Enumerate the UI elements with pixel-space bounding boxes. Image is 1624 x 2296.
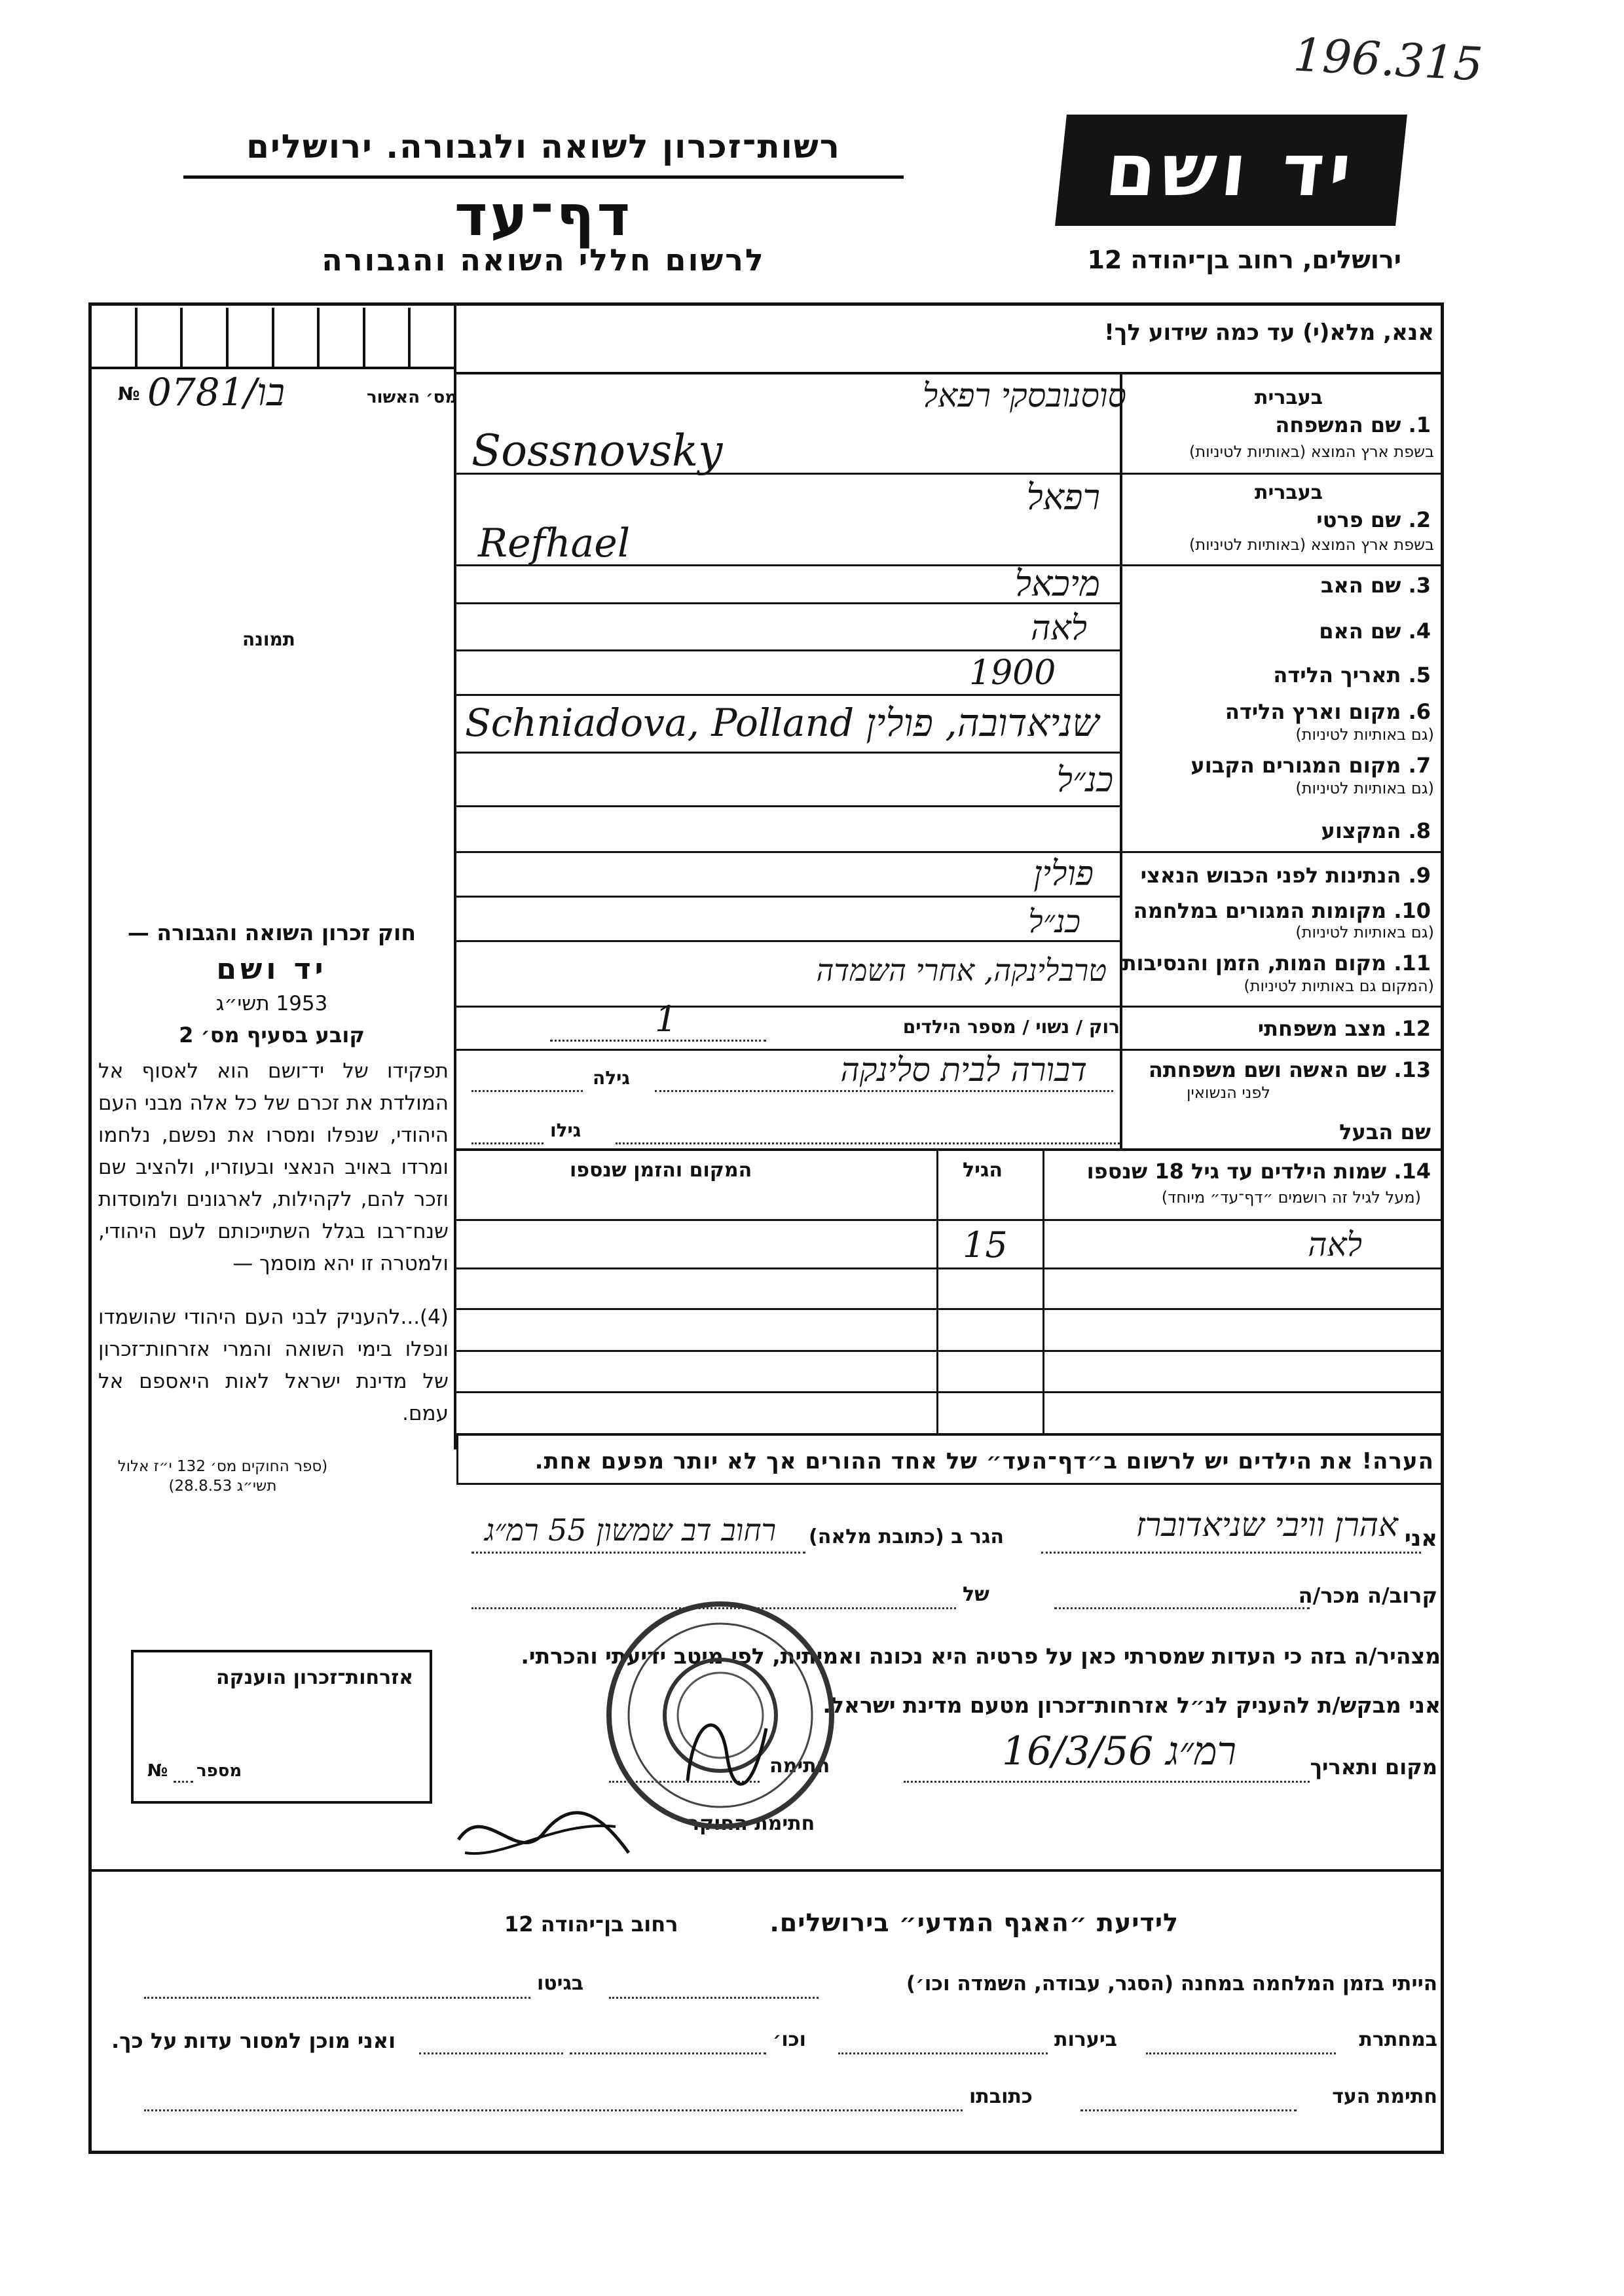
place-date-value: 16/3/56 רמ״ג — [1002, 1728, 1237, 1774]
children-label: 14. שמות הילדים עד גיל 18 שנספו — [1086, 1159, 1431, 1184]
camp-dotted — [609, 1997, 819, 1999]
children-col-place: המקום והזמן שנספו — [570, 1159, 752, 1182]
underground-label: במחתרת — [1359, 2028, 1437, 2051]
forests-label: ביערות — [1054, 2028, 1117, 2051]
authority-title: רשות־זכרון לשואה ולגבורה. ירושלים — [246, 128, 841, 166]
children-bottom-line — [456, 1433, 1444, 1436]
f3-label: 3. שם האב — [1320, 573, 1431, 598]
etc-label: וכו׳ — [773, 2028, 806, 2051]
declarant-address: רחוב דב שמשון 55 רמ״ג — [485, 1512, 777, 1548]
f12-children-dotted — [550, 1040, 766, 1042]
label-row-line — [1122, 564, 1444, 566]
children-row-line — [456, 1308, 1444, 1310]
f9-label: 9. הנתינות לפני הכבוש הנאצי — [1140, 863, 1431, 888]
address-dotted — [471, 1552, 805, 1554]
husband-label: שם הבעל — [1339, 1120, 1431, 1144]
f2-sub: בשפת ארץ המוצא (באותיות לטיניות) — [1189, 536, 1434, 554]
husband-dotted — [616, 1142, 1120, 1144]
f2-in-hebrew: בעברית — [1255, 481, 1323, 504]
f13-label: 13. שם האשה ושם משפחתה — [1148, 1057, 1431, 1082]
f12-options: רוק / נשוי / מספר הילדים — [902, 1016, 1120, 1038]
info-address: רחוב בן־יהודה 12 — [504, 1912, 678, 1937]
f10-sub: (גם באותיות לטיניות) — [1295, 923, 1434, 941]
child-age: 15 — [963, 1224, 1008, 1266]
forests-dotted — [838, 2052, 1048, 2054]
children-header-line — [456, 1219, 1444, 1221]
label-row-line — [1122, 851, 1444, 853]
wife-age-label: גילה — [593, 1067, 630, 1089]
children-col-line — [1043, 1148, 1044, 1433]
approval-boxes-bottom — [92, 367, 454, 369]
etc-dotted — [570, 2052, 766, 2054]
f1-sub: בשפת ארץ המוצא (באותיות לטיניות) — [1189, 443, 1434, 461]
ready-dotted — [419, 2052, 563, 2054]
f13-sub: לפני הנשואין — [1186, 1084, 1270, 1102]
form-title: דף־עד — [454, 183, 633, 249]
approval-number: 0781/בו — [147, 370, 285, 414]
place-date-dotted — [904, 1781, 1310, 1783]
children-sub: (מעל לגיל זה רושמים ״דף־עד״ מיוחד) — [1161, 1188, 1421, 1207]
f10-value: כנ״ל — [1028, 903, 1080, 940]
relative-dotted — [1054, 1607, 1310, 1609]
f6-label: 6. מקום וארץ הלידה — [1225, 699, 1431, 724]
row-line — [456, 851, 1120, 853]
statement: מצהיר/ה בזה כי העדות שמסרתי כאן על פרטיה היא נכונה ואמיתית, לפי מיטב ידיעתי והכרתי. — [521, 1643, 1441, 1669]
f1-hebrew-value: סוסנובסקי רפאל — [922, 376, 1126, 414]
f13-value: דבורה לבית סלינקה — [840, 1051, 1087, 1089]
law-logo: יד ושם — [216, 953, 327, 986]
label-row-line — [1122, 1049, 1444, 1051]
child-name: לאה — [1308, 1226, 1362, 1264]
f10-label: 10. מקומות המגורים במלחמה — [1133, 898, 1431, 923]
f4-label: 4. שם האם — [1319, 619, 1431, 644]
info-top-line — [92, 1869, 1444, 1872]
f4-value: לאה — [1031, 609, 1087, 648]
row-line — [456, 805, 1120, 807]
ready-label: ואני מוכן למסור עדות על כך. — [111, 2028, 396, 2053]
photo-label: תמונה — [242, 629, 295, 650]
declarant-name: אהרן וויבי שניאדוברז — [1135, 1506, 1398, 1544]
husband-age-label: גילו — [550, 1120, 581, 1141]
yad-vashem-logo — [1055, 115, 1407, 226]
relative-label: קרוב/ה מכר/ה — [1298, 1583, 1437, 1608]
f1-label: 1. שם המשפחה — [1275, 412, 1431, 437]
witness-signature-dotted — [1080, 2109, 1297, 2111]
intro-text: אנא, מלא(י) עד כמה שידוע לך! — [1104, 319, 1434, 346]
form-subtitle: לרשום חללי השואה והגבורה — [322, 242, 766, 278]
signature-label: חתימה — [769, 1755, 830, 1777]
declarant-dotted — [1041, 1552, 1421, 1554]
f7-sub: (גם באותיות לטיניות) — [1295, 779, 1434, 797]
declarant-signature — [681, 1702, 773, 1800]
f1-latin-value: Sossnovsky — [471, 426, 723, 476]
f11-sub: (המקום גם באותיות לטיניות) — [1244, 977, 1434, 995]
note-left-tick — [456, 1433, 458, 1485]
f12-value: 1 — [655, 998, 678, 1040]
info-line1: הייתי בזמן המלחמה במחנה (הסגר, עבודה, השמדה וכו׳) — [906, 1972, 1437, 1995]
f6-sub: (גם באותיות לטיניות) — [1295, 725, 1434, 744]
label-row-line — [1122, 473, 1444, 475]
law-body-2: (4)...להעניק לבני העם היהודי שהושמדו ונפלו בימי השואה והמרי אזרחות־זכרון של מדינת ישראל לאות היאספם אל עמם. — [98, 1305, 449, 1425]
children-row-line — [456, 1391, 1444, 1393]
f8-label: 8. המקצוע — [1321, 818, 1431, 843]
of-label: של — [963, 1583, 989, 1606]
f9-value: פולין — [1033, 854, 1094, 894]
children-col-age: הגיל — [963, 1159, 1003, 1182]
row-line — [456, 1006, 1120, 1008]
authority-underline — [183, 175, 904, 179]
row-line — [456, 649, 1120, 651]
approval-boxes — [92, 308, 454, 367]
logo-text: יד ושם — [1101, 128, 1361, 212]
f2-hebrew-value: רפאל — [1026, 477, 1100, 518]
citizenship-number-label: מספר — [196, 1761, 242, 1781]
header-address: ירושלים, רחוב בן־יהודה 12 — [1087, 246, 1401, 274]
investigator-signature — [445, 1794, 642, 1872]
row-line — [456, 896, 1120, 898]
declarant-label: אני — [1404, 1525, 1437, 1552]
stamp-label: חתימת החוקר — [688, 1812, 815, 1835]
law-year: 1953 תשי״ג — [215, 992, 328, 1015]
underground-dotted — [1146, 2052, 1336, 2054]
citizenship-title: אזרחות־זכרון הוענקה — [216, 1666, 414, 1689]
f2-label: 2. שם פרטי — [1316, 507, 1431, 532]
law-title: חוק זכרון השואה והגבורה — — [127, 920, 416, 945]
husband-age-dotted — [471, 1142, 544, 1144]
place-date-label: מקום ותאריך — [1310, 1755, 1437, 1779]
f11-value: טרבלינקה, אחרי השמדה — [816, 953, 1107, 988]
f6-value: Schniadova, Polland שניאדובה, פולין — [465, 701, 1099, 745]
f7-label: 7. מקום המגורים הקבוע — [1190, 753, 1431, 778]
info-title: לידיעת ״האגף המדעי״ בירושלים. — [769, 1908, 1179, 1937]
law-ref: (ספר החוקים מס׳ 132 י״ז אלול תשי״ג 28.8.53) — [117, 1458, 328, 1495]
witness-signature-label: חתימת העד — [1332, 2085, 1437, 2108]
f7-value: כנ״ל — [1056, 761, 1113, 800]
address-label: הגר ב (כתובת מלאה) — [809, 1525, 1005, 1548]
approval-prefix: № — [118, 383, 140, 405]
request: אני מבקש/ת להעניק לנ״ל אזרחות־זכרון מטעם מדינת ישראל. — [822, 1692, 1441, 1718]
law-clause: קובע בסעיף מס׳ 2 — [179, 1023, 365, 1048]
ghetto-dotted — [144, 1997, 530, 1999]
note: הערה! את הילדים יש לרשום ב״דף־העד״ של אחד ההורים אך לא יותר מפעם אחת. — [534, 1448, 1434, 1474]
children-col-line — [936, 1148, 938, 1433]
f12-label: 12. מצב משפחתי — [1257, 1016, 1431, 1041]
children-row-line — [456, 1267, 1444, 1269]
citizenship-dotted — [174, 1781, 193, 1783]
file-number: 196.315 — [1292, 27, 1485, 92]
row-line — [456, 940, 1120, 942]
f3-value: מיכאל — [1014, 563, 1100, 604]
f1-in-hebrew: בעברית — [1255, 386, 1323, 409]
citizenship-number-prefix: № — [147, 1761, 168, 1781]
intro-underline — [456, 372, 1444, 374]
f11-label: 11. מקום המות, הזמן והנסיבות — [1122, 951, 1431, 975]
f5-value: 1900 — [969, 653, 1056, 693]
row-line — [456, 752, 1120, 754]
label-column-divider — [1120, 374, 1122, 1148]
ghetto-label: בגיטו — [537, 1972, 584, 1995]
row-line — [456, 694, 1120, 696]
children-row-line — [456, 1350, 1444, 1352]
f2-latin-value: Refhael — [478, 520, 631, 566]
f5-label: 5. תאריך הלידה — [1273, 663, 1431, 687]
wife-age-dotted — [471, 1090, 583, 1092]
approval-label: מס׳ האשור — [367, 388, 458, 407]
label-row-line — [1122, 1006, 1444, 1008]
his-address-dotted — [144, 2109, 963, 2111]
note-line — [456, 1483, 1444, 1485]
his-address-label: כתובתו — [969, 2085, 1033, 2108]
f13-dotted — [655, 1090, 1113, 1092]
children-top-line — [456, 1148, 1444, 1151]
law-body: תפקידו של יד־ושם הוא לאסוף אל המולדת את זכרם של כל אלה מבני העם היהודי, שנפלו ומסרו את נפשם, נלחמו ומרדו באויב הנאצי ובעוזריו, ולהציב שם וזכר להם, לקהילות, לארגונים ולמוסדות שנח־רבו בגלל השתייכותם לעם היהודי, ולמטרה זו יהא מוסמך — — [98, 1059, 449, 1275]
